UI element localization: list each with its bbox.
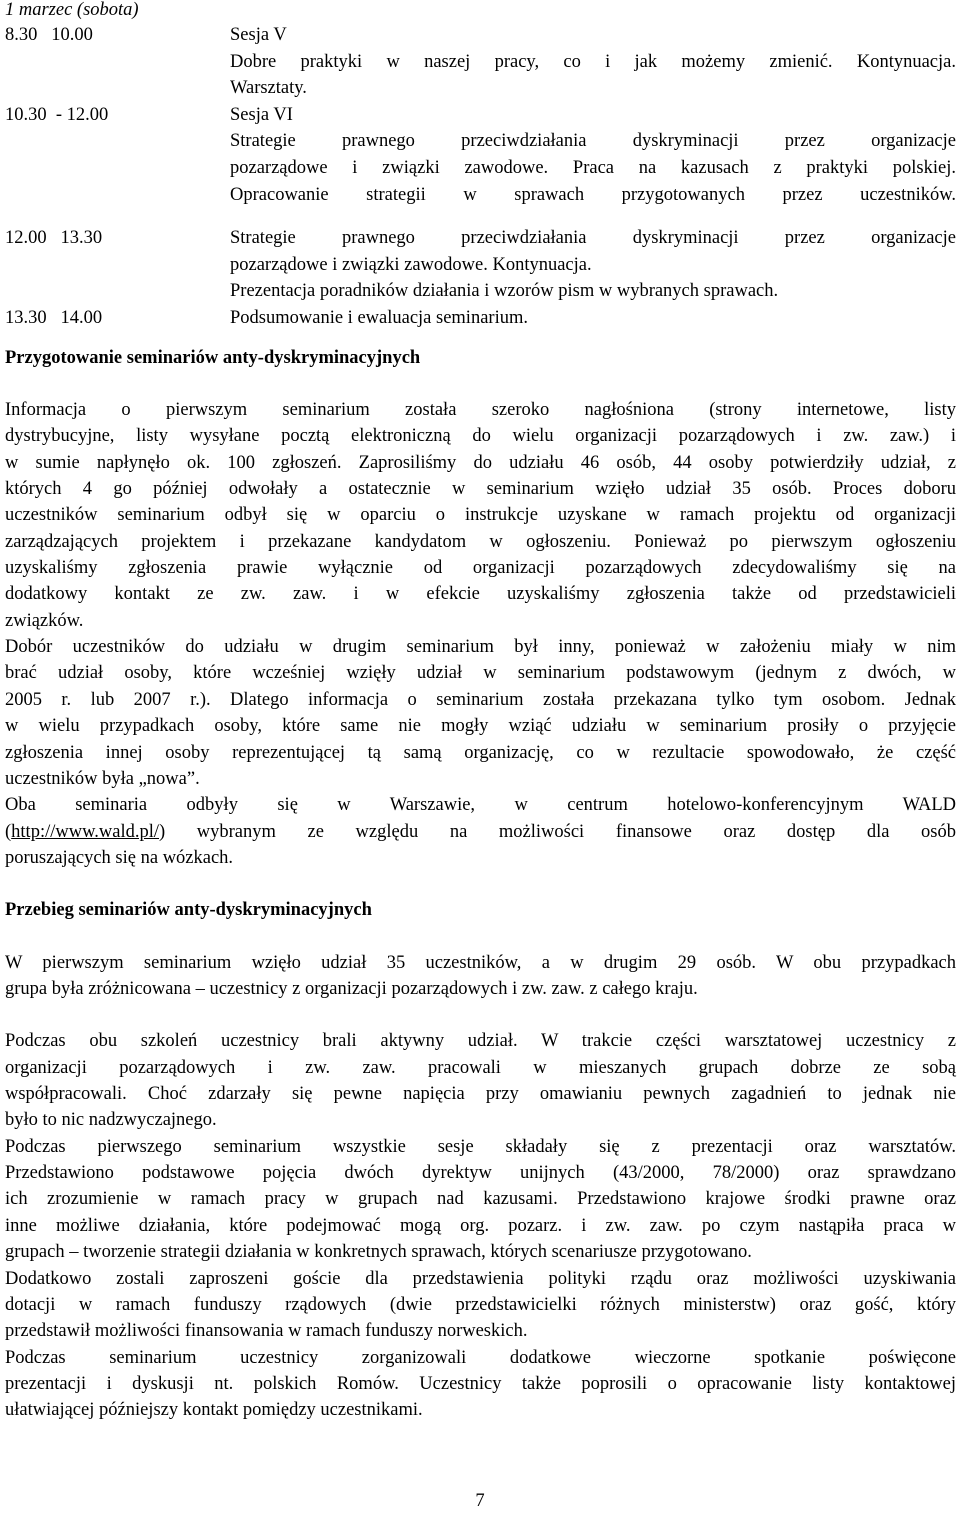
session-line: pozarządowe i związki zawodowe. Praca na kazusach z praktyki polskiej. xyxy=(230,157,956,178)
session-line: Dobre praktyki w naszej pracy, co i jak możemy zmienić. Kontynuacja. xyxy=(230,51,956,72)
schedule-row xyxy=(5,22,956,102)
paragraph xyxy=(5,634,956,792)
session-line: Prezentacja poradników działania i wzorów pism w wybranych sprawach. xyxy=(230,281,779,302)
document-page xyxy=(5,0,956,1424)
text-line: prezentacji i dyskusji nt. polskich Romów. Uczestnicy także poprosili o opracowanie listy kontaktowej xyxy=(5,1373,956,1394)
section-heading: Przebieg seminariów anty-dyskryminacyjnych xyxy=(5,900,372,921)
schedule-row xyxy=(5,225,956,305)
text-line: uczestników seminarium odbył się w oparciu o instrukcje uzyskane w ramach projektu od organizacji xyxy=(5,505,956,526)
text-fragment: ) wybranym ze względu na możliwości finansowe oraz dostęp dla osób xyxy=(159,821,956,842)
text-line: których 4 go później odwołały a ostatecznie w seminarium wzięło udział 35 osób. Proces doboru xyxy=(5,479,956,500)
session-body xyxy=(230,22,956,102)
spacer xyxy=(5,208,956,225)
text-line: Podczas seminarium uczestnicy zorganizowali dodatkowe wieczorne spotkanie poświęcone xyxy=(5,1347,956,1368)
text-line: Oba seminaria odbyły się w Warszawie, w centrum hotelowo-konferencyjnym WALD xyxy=(5,795,956,816)
section-heading: Przygotowanie seminariów anty-dyskryminacyjnych xyxy=(5,347,421,368)
session-time: 12.00 13.30 xyxy=(5,228,103,249)
text-line: w sumie napłynęło ok. 100 zgłoszeń. Zaprosiliśmy do udziału 46 osób, 44 osoby potwierdziły udział, z xyxy=(5,452,956,473)
text-line xyxy=(5,819,956,845)
session-body xyxy=(230,305,956,332)
text-line: uzyskaliśmy zgłoszenia prawie wyłącznie od organizacji pozarządowych zdecydowaliśmy się na xyxy=(5,558,956,579)
text-line: grupach – tworzenie strategii działania w konkretnych sprawach, których scenariusze przygotowano. xyxy=(5,1242,752,1263)
text-line: Dodatkowo zostali zaproszeni goście dla przedstawienia polityki rządu oraz możliwości uzyskiwania xyxy=(5,1268,956,1289)
text-line: współpracowali. Choć zdarzały się pewne napięcia przy omawianiu pewnych zagadnień to jednak nie xyxy=(5,1084,956,1105)
text-line: zgłoszenia innej osoby reprezentującej tą samą organizację, co w rezultacie spowodowało, że część xyxy=(5,742,956,763)
text-line: 2005 r. lub 2007 r.). Dlatego informacja o seminarium została przekazana tylko tym osobom. Jednak xyxy=(5,689,956,710)
text-line: Przedstawiono podstawowe pojęcia dwóch dyrektyw unijnych (43/2000, 78/2000) oraz sprawdzano xyxy=(5,1163,956,1184)
schedule-row xyxy=(5,102,956,208)
session-line: Strategie prawnego przeciwdziałania dyskryminacji przez organizacje xyxy=(230,131,956,152)
text-line: dystrybucyjne, listy wysyłane pocztą elektroniczną do wielu organizacji pozarządowych i zw. zaw.) i xyxy=(5,426,956,447)
text-line: poruszających się na wózkach. xyxy=(5,847,234,868)
text-line: w wielu przypadkach osoby, które same nie mogły wziąć udziału w seminarium prosiły o przyjęcie xyxy=(5,716,956,737)
text-line: przedstawił możliwości finansowania w ramach funduszy norweskich. xyxy=(5,1321,528,1342)
paragraph xyxy=(5,792,956,871)
paragraph xyxy=(5,1266,956,1345)
schedule-date: 1 marzec (sobota) xyxy=(5,0,139,20)
text-line: Dobór uczestników do udziału w drugim seminarium był inny, ponieważ w założeniu miały w nim xyxy=(5,637,956,658)
text-line: było to nic nadzwyczajnego. xyxy=(5,1110,217,1131)
session-time: 10.30 - 12.00 xyxy=(5,104,109,125)
text-line: Podczas obu szkoleń uczestnicy brali aktywny udział. W trakcie części warsztatowej uczestnicy z xyxy=(5,1031,956,1052)
text-line: Podczas pierwszego seminarium wszystkie sesje składały się z prezentacji oraz warsztatów. xyxy=(5,1136,956,1157)
session-body xyxy=(230,225,956,305)
wald-website-link[interactable]: http://www.wald.pl/ xyxy=(11,821,159,842)
session-line: Sesja VI xyxy=(230,104,293,125)
paren-open: ( xyxy=(5,821,12,842)
paragraph xyxy=(5,1134,956,1266)
text-line: ułatwiającej późniejszy kontakt pomiędzy uczestnikami. xyxy=(5,1400,423,1421)
session-line: Strategie prawnego przeciwdziałania dyskryminacji przez organizacje xyxy=(230,228,956,249)
session-line: Opracowanie strategii w sprawach przygotowanych przez uczestników. xyxy=(230,184,956,205)
text-line: Informacja o pierwszym seminarium została szeroko nagłośniona (strony internetowe, listy xyxy=(5,400,956,421)
text-line: organizacji pozarządowych i zw. zaw. pracowali w mieszanych grupach dobrze ze sobą xyxy=(5,1057,956,1078)
text-line: związków. xyxy=(5,610,84,631)
session-line: Warsztaty. xyxy=(230,78,307,99)
page-number: 7 xyxy=(475,1491,485,1511)
paragraph xyxy=(5,1345,956,1424)
session-time: 13.30 14.00 xyxy=(5,307,103,328)
session-line: Sesja V xyxy=(230,25,287,45)
text-line: dotacji w ramach funduszy rządowych (dwie przedstawicielki różnych ministerstw) oraz gość, który xyxy=(5,1294,956,1315)
session-line: Podsumowanie i ewaluacja seminarium. xyxy=(230,307,528,328)
paragraph xyxy=(5,397,956,634)
text-line: zarządzających projektem i przekazane kandydatom w ogłoszeniu. Ponieważ po pierwszym ogłoszeniu xyxy=(5,531,956,552)
session-line: pozarządowe i związki zawodowe. Kontynuacja. xyxy=(230,254,592,275)
text-line: inne możliwe działania, które podejmować mogą org. pozarz. i zw. zaw. po czym nastąpiła praca w xyxy=(5,1215,956,1236)
text-line: W pierwszym seminarium wzięło udział 35 uczestników, a w drugim 29 osób. W obu przypadkach xyxy=(5,952,956,973)
text-line: grupa była zróżnicowana – uczestnicy z organizacji pozarządowych i zw. zaw. z całego kraju. xyxy=(5,979,698,1000)
session-body xyxy=(230,102,956,208)
paragraph xyxy=(5,950,956,1003)
text-line: dodatkowy kontakt ze zw. zaw. i w efekcie uzyskaliśmy zgłoszenia także od przedstawicieli xyxy=(5,584,956,605)
text-line: brać udział osoby, które wcześniej wzięły udział w seminarium podstawowym (jednym z dwóch, w xyxy=(5,663,956,684)
session-time: 8.30 10.00 xyxy=(5,25,93,45)
text-line: uczestników była „nowa”. xyxy=(5,768,200,789)
paragraph xyxy=(5,1028,956,1133)
schedule-row xyxy=(5,305,956,332)
text-line: ich zrozumienie w ramach pracy w grupach nad kazusami. Przedstawiono krajowe środki prawne oraz xyxy=(5,1189,956,1210)
